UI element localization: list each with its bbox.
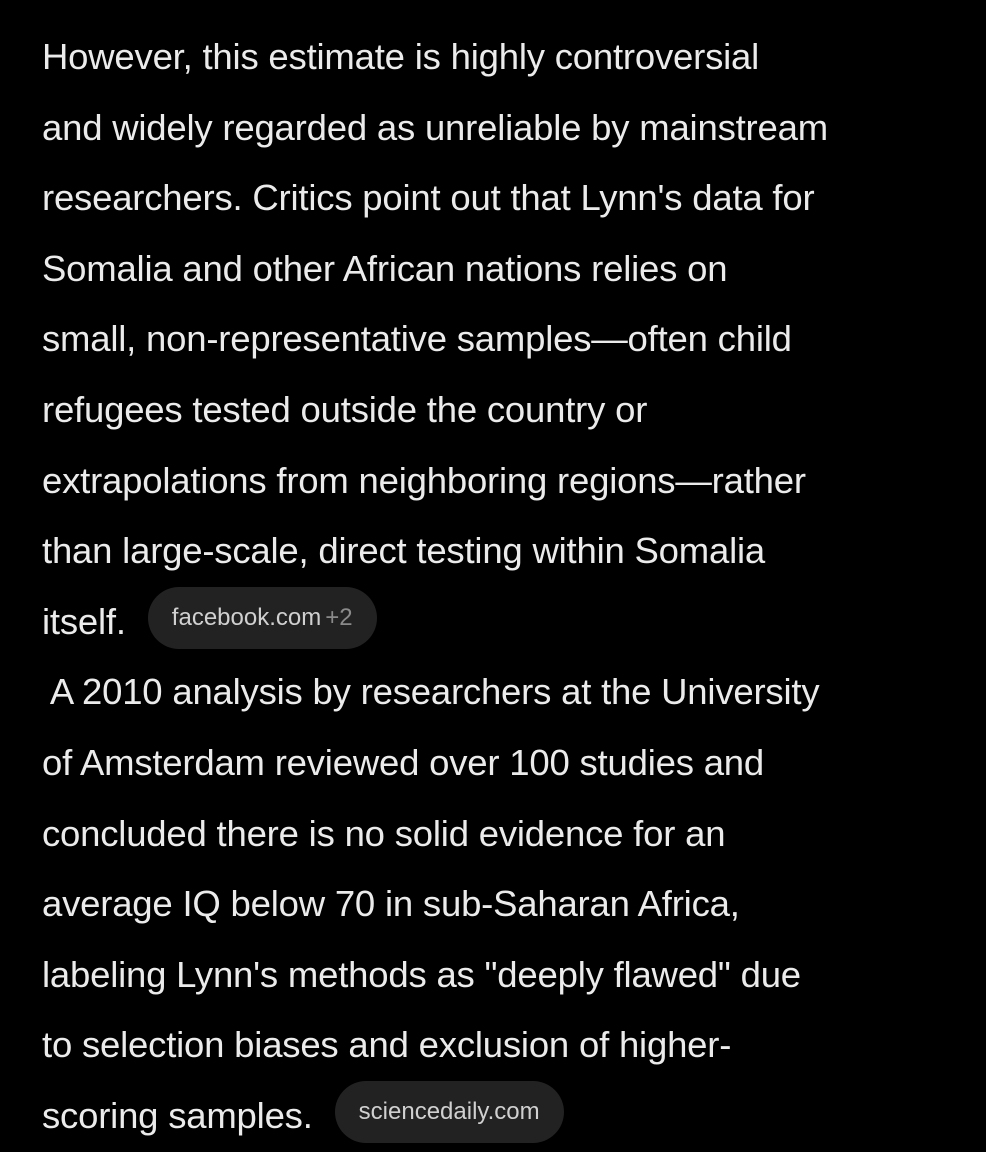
source-chip-facebook[interactable]: [148, 587, 377, 649]
text-line: and widely regarded as unreliable by mainstream: [42, 106, 828, 148]
text-line: concluded there is no solid evidence for an: [42, 812, 726, 854]
text-line: small, non-representative samples—often child: [42, 318, 792, 360]
paragraph-controversy: [42, 20, 962, 655]
text-line: scoring samples. sciencedaily.com: [42, 1079, 962, 1150]
paragraph-amsterdam-analysis: [42, 655, 962, 1149]
text-line: refugees tested outside the country or: [42, 389, 648, 431]
text-line: itself. facebook.com +2: [42, 585, 962, 656]
text-line: labeling Lynn's methods as "deeply flawed" due: [42, 953, 801, 995]
text-line: Somalia and other African nations relies on: [42, 247, 728, 289]
source-chip-count: +2: [325, 604, 353, 632]
text-line: than large-scale, direct testing within Somalia: [42, 530, 765, 572]
response-content: [42, 20, 962, 1150]
text-line: to selection biases and exclusion of higher-: [42, 1024, 732, 1066]
text-line: A 2010 analysis by researchers at the University: [42, 671, 820, 713]
source-chip-sciencedaily[interactable]: [335, 1081, 564, 1143]
source-chip-label: sciencedaily.com: [358, 1098, 540, 1126]
text-line: extrapolations from neighboring regions—rather: [42, 459, 806, 501]
text-line: However, this estimate is highly controversial: [42, 36, 760, 78]
source-chip-label: facebook.com: [171, 604, 322, 632]
text-line: researchers. Critics point out that Lynn's data for: [42, 177, 815, 219]
text-line: average IQ below 70 in sub-Saharan Africa,: [42, 883, 740, 925]
text-line: of Amsterdam reviewed over 100 studies and: [42, 742, 764, 783]
